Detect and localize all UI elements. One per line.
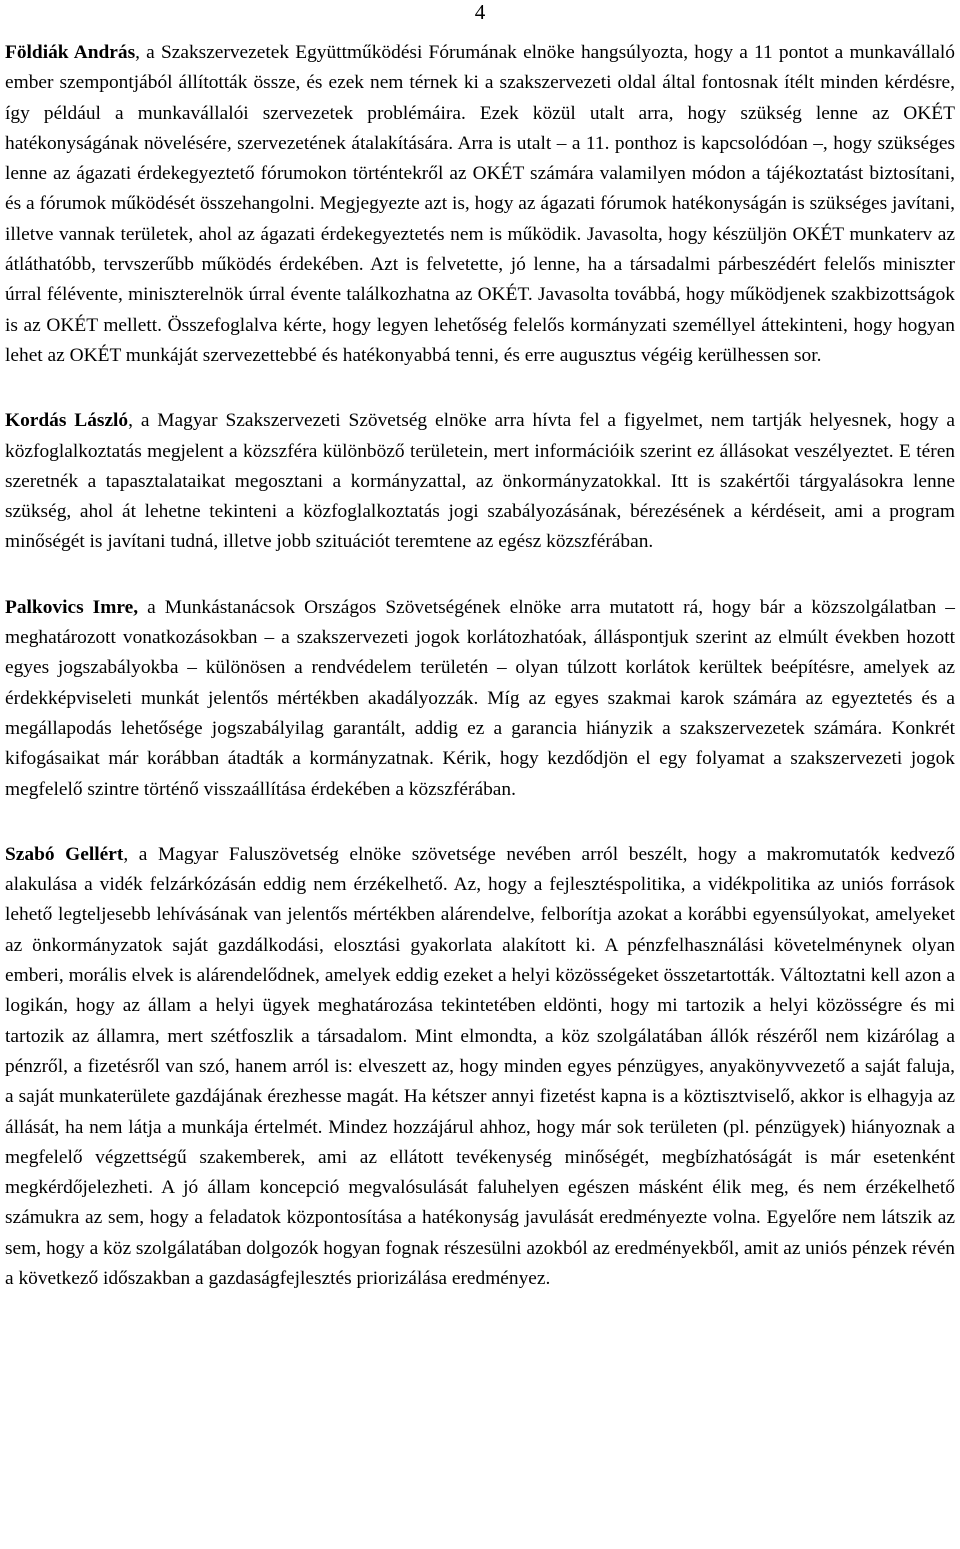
speaker-name: Földiák András [5,42,136,63]
document-body [5,38,955,1329]
paragraph-kordas [5,406,955,557]
speaker-name: Szabó Gellért [5,843,124,865]
speaker-name: Kordás László [5,410,129,432]
paragraph-text: , a Magyar Faluszövetség elnöke szövetsége nevében arról beszélt, hogy a makromutatók kedvező alakulása a vidék felzárkózásán eddig nem érzékelhető. Az, hogy a fejlesztéspolitika, a vidékpolitika az uniós források lehető legteljesebb lehívásának van jelentős mértékben alárendelve, felborítja azokat a korábbi egyensúlyokat, amelyeket az önkormányzatok saját gazdálkodási, elosztási gyakorlata alakított ki. A pénzfelhasználási követelménynek olyan emberi, morális elvek is alárendelődnek, amelyek eddig ezeket a helyi közösségeket összetartották. Változtatni kell azon a logikán, hogy az állam a helyi ügyek meghatározása tekintetében eldönti, hogy mi tartozik a helyi közösségre és mi tartozik az államra, mert szétfoszlik a társadalom. Mint elmondta, a köz szolgálatában állók részéről nem kizárólag a pénzről, a fizetésről van szó, hanem arról is: elveszett az, hogy minden egyes pénzügyes, anyakönyvvezető a saját faluja, a saját munkaterülete gazdájának érezhesse magát. Ha kétszer annyi fizetést kapna is a köztisztviselő, akkor is elhagyja az állását, ha nem látja a munkája értelmét. Mindez hozzájárul ahhoz, hogy már sok területen (pl. pénzügyek) hiányoznak a megfelelő végzettségű szakemberek, ami az ellátott tevékenység minőségét, megbízhatóságát is már esetenként megkérdőjelezheti. A jó állam koncepció megvalósulását faluhelyen egészen másként élik meg, és nem érzékelhető számukra az sem, hogy a feladatok központosítása a hatékonyság javulását eredményezte volna. Egyelőre nem látszik az sem, hogy a köz szolgálatában dolgozók hogyan fognak részesülni azokból az eredményekből, amit az uniós pénzek révén a következő időszakban a gazdaságfejlesztés priorizálása eredményez. [5,843,955,1289]
paragraph-text: , a Magyar Szakszervezeti Szövetség elnöke arra hívta fel a figyelmet, nem tartják helyesnek, hogy a közfoglalkoztatás megjelent a közszféra különböző területein, mert információik szerint ez állásokat veszélyeztet. E téren szeretnék a tapasztalataikat megosztani a kormányzattal, az önkormányzatokkal. Itt is szakértői tárgyalásokra lenne szükség, ahol át lehetne tekinteni a közfoglalkoztatás jogi szabályozásának, bérezésének a kérdéseit, ami a program minőségét is javítani tudná, illetve jobb szituációt teremtene az egész közszférában. [5,410,955,553]
page-number: 4 [474,0,486,24]
speaker-name: Palkovics Imre, [5,596,139,618]
paragraph-szabo [5,840,955,1294]
paragraph-palkovics [5,593,955,805]
paragraph-text: a Munkástanácsok Országos Szövetségének elnöke arra mutatott rá, hogy bár a közszolgálatban – meghatározott vonatkozásokban – a szakszervezeti jogok korlátozhatóak, álláspontjuk szerint az elmúlt években hozott egyes jogszabályokba – különösen a rendvédelem területén – olyan túlzott korlátok kerültek beépítésre, amelyek az érdekképviseleti munkát jelentős mértékben akadályozzák. Míg az egyes szakmai karok számára az egyeztetés és a megállapodás lehetősége jogszabályilag garantált, addig ez a garancia hiányzik a szakszervezetek számára. Konkrét kifogásaikat már korábban átadták a kormányzatnak. Kérik, hogy kezdődjön el egy folyamat a szakszervezeti jogok megfelelő szintre történő visszaállítása érdekében a közszférában. [5,596,955,800]
paragraph-text: , a Szakszervezetek Együttműködési Fórumának elnöke hangsúlyozta, hogy a 11 pontot a munkavállaló ember szempontjából állították össze, és ezek nem térnek ki a szakszervezeti oldal által fontosnak ítélt minden kérdésre, így például a munkavállalói szervezetek problémáira. Ezek közül utalt arra, hogy szükség lenne az OKÉT hatékonyságának növelésére, szervezetének átalakítására. Arra is utalt – a 11. ponthoz is kapcsolódóan –, hogy szükséges lenne az ágazati érdekegyeztető fórumokon történtekről az OKÉT számára valamilyen módon a tájékoztatást biztosítani, és a fórumok működését összehangolni. Megjegyezte azt is, hogy az ágazati fórumok hatékonyságán is szükséges javítani, illetve vannak területek, ahol az ágazati érdekegyeztetés nem is működik. Javasolta, hogy készüljön OKÉT munkaterv az átláthatóbb, tervszerűbb működés érdekében. Azt is felvetette, jó lenne, ha a társadalmi párbeszédért felelős miniszter úrral félévente, miniszterelnök úrral évente találkozhatna az OKÉT. Javasolta továbbá, hogy működjenek szakbizottságok is az OKÉT mellett. Összefoglalva kérte, hogy legyen lehetőség felelős kormányzati személlyel áttekinteni, hogy hogyan lehet az OKÉT munkáját szervezettebbé és hatékonyabbá tenni, és erre augusztus végéig kerülhessen sor. [5,42,955,366]
paragraph-foldiak [5,38,955,371]
